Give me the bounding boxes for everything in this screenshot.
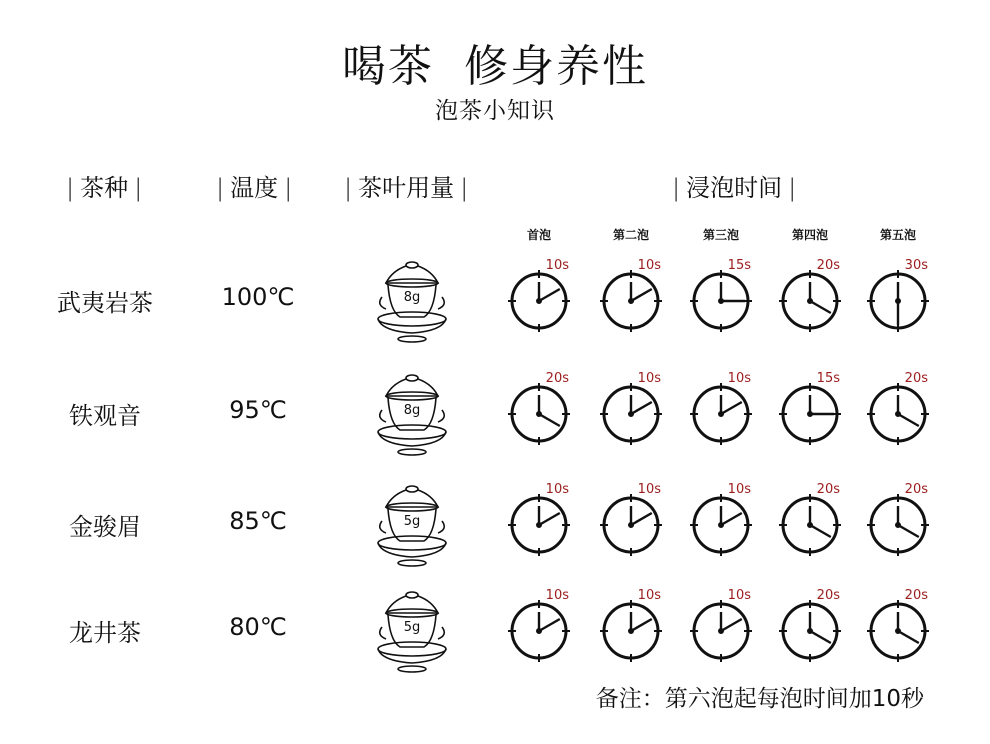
steep-time-label: 10s	[637, 371, 661, 386]
clock-icon	[777, 268, 843, 334]
steep-time-label: 15s	[727, 258, 751, 273]
header-divider: |	[788, 174, 797, 202]
header-divider: |	[216, 174, 225, 202]
tea-name: 龙井茶	[69, 619, 141, 647]
steep-time-label: 20s	[816, 482, 840, 497]
title-part1: 喝茶	[342, 41, 434, 92]
header-amount-label: 茶叶用量	[358, 174, 455, 202]
infusion-header: 首泡	[526, 228, 551, 242]
header-divider: |	[284, 174, 293, 202]
page-title	[0, 30, 990, 94]
clock-icon	[598, 268, 664, 334]
gaiwan-cup-icon	[374, 589, 450, 675]
clock-icon	[865, 598, 931, 664]
header-time-label: 浸泡时间	[686, 174, 783, 202]
clock-icon	[506, 268, 572, 334]
tea-amount: 8g	[403, 290, 421, 305]
steep-time-label: 10s	[727, 588, 751, 603]
header-divider: |	[134, 174, 143, 202]
header-divider: |	[66, 174, 75, 202]
clock-icon	[688, 268, 754, 334]
tea-amount: 8g	[403, 403, 421, 418]
steep-time-label: 10s	[727, 371, 751, 386]
gaiwan-cup-icon	[374, 372, 450, 458]
steep-time-label: 20s	[904, 371, 928, 386]
clock-icon	[777, 598, 843, 664]
header-divider: |	[460, 174, 469, 202]
steep-time-label: 10s	[727, 482, 751, 497]
brew-temperature: 100℃	[221, 283, 295, 311]
steep-time-label: 20s	[904, 482, 928, 497]
clock-icon	[598, 598, 664, 664]
clock-icon	[598, 381, 664, 447]
brew-temperature: 80℃	[229, 613, 287, 641]
clock-icon	[688, 598, 754, 664]
clock-icon	[688, 492, 754, 558]
steep-time-label: 10s	[637, 258, 661, 273]
gaiwan-cup-icon	[374, 259, 450, 345]
page-subtitle: 泡茶小知识	[435, 98, 555, 124]
clock-icon	[865, 268, 931, 334]
steep-time-label: 20s	[545, 371, 569, 386]
tea-name: 金骏眉	[69, 513, 141, 541]
brew-temperature: 85℃	[229, 507, 287, 535]
header-time	[666, 168, 802, 203]
brew-temperature: 95℃	[229, 396, 287, 424]
clock-icon	[777, 492, 843, 558]
steep-time-label: 20s	[816, 588, 840, 603]
clock-icon	[598, 492, 664, 558]
steep-time-label: 15s	[816, 371, 840, 386]
header-divider: |	[344, 174, 353, 202]
clock-icon	[865, 492, 931, 558]
steep-time-label: 10s	[545, 588, 569, 603]
header-temp	[210, 168, 298, 203]
steep-time-label: 30s	[904, 258, 928, 273]
clock-icon	[506, 492, 572, 558]
steep-time-label: 10s	[545, 482, 569, 497]
header-temp-label: 温度	[230, 174, 279, 202]
tea-name: 铁观音	[69, 402, 141, 430]
clock-icon	[777, 381, 843, 447]
header-amount	[338, 168, 474, 203]
clock-icon	[506, 598, 572, 664]
infusion-header: 第四泡	[791, 228, 828, 242]
steep-time-label: 10s	[545, 258, 569, 273]
tea-amount: 5g	[403, 620, 421, 635]
header-tea-label: 茶种	[80, 174, 129, 202]
clock-icon	[506, 381, 572, 447]
infusion-header: 第三泡	[702, 228, 739, 242]
clock-icon	[688, 381, 754, 447]
infusion-header: 第五泡	[879, 228, 916, 242]
footnote: 备注：第六泡起每泡时间加10秒	[595, 686, 924, 712]
gaiwan-cup-icon	[374, 483, 450, 569]
tea-amount: 5g	[403, 514, 421, 529]
tea-name: 武夷岩茶	[57, 289, 153, 317]
steep-time-label: 20s	[816, 258, 840, 273]
header-tea	[60, 168, 148, 203]
title-part2: 修身养性	[464, 41, 648, 92]
clock-icon	[865, 381, 931, 447]
steep-time-label: 20s	[904, 588, 928, 603]
infusion-header: 第二泡	[612, 228, 649, 242]
steep-time-label: 10s	[637, 482, 661, 497]
steep-time-label: 10s	[637, 588, 661, 603]
header-divider: |	[672, 174, 681, 202]
